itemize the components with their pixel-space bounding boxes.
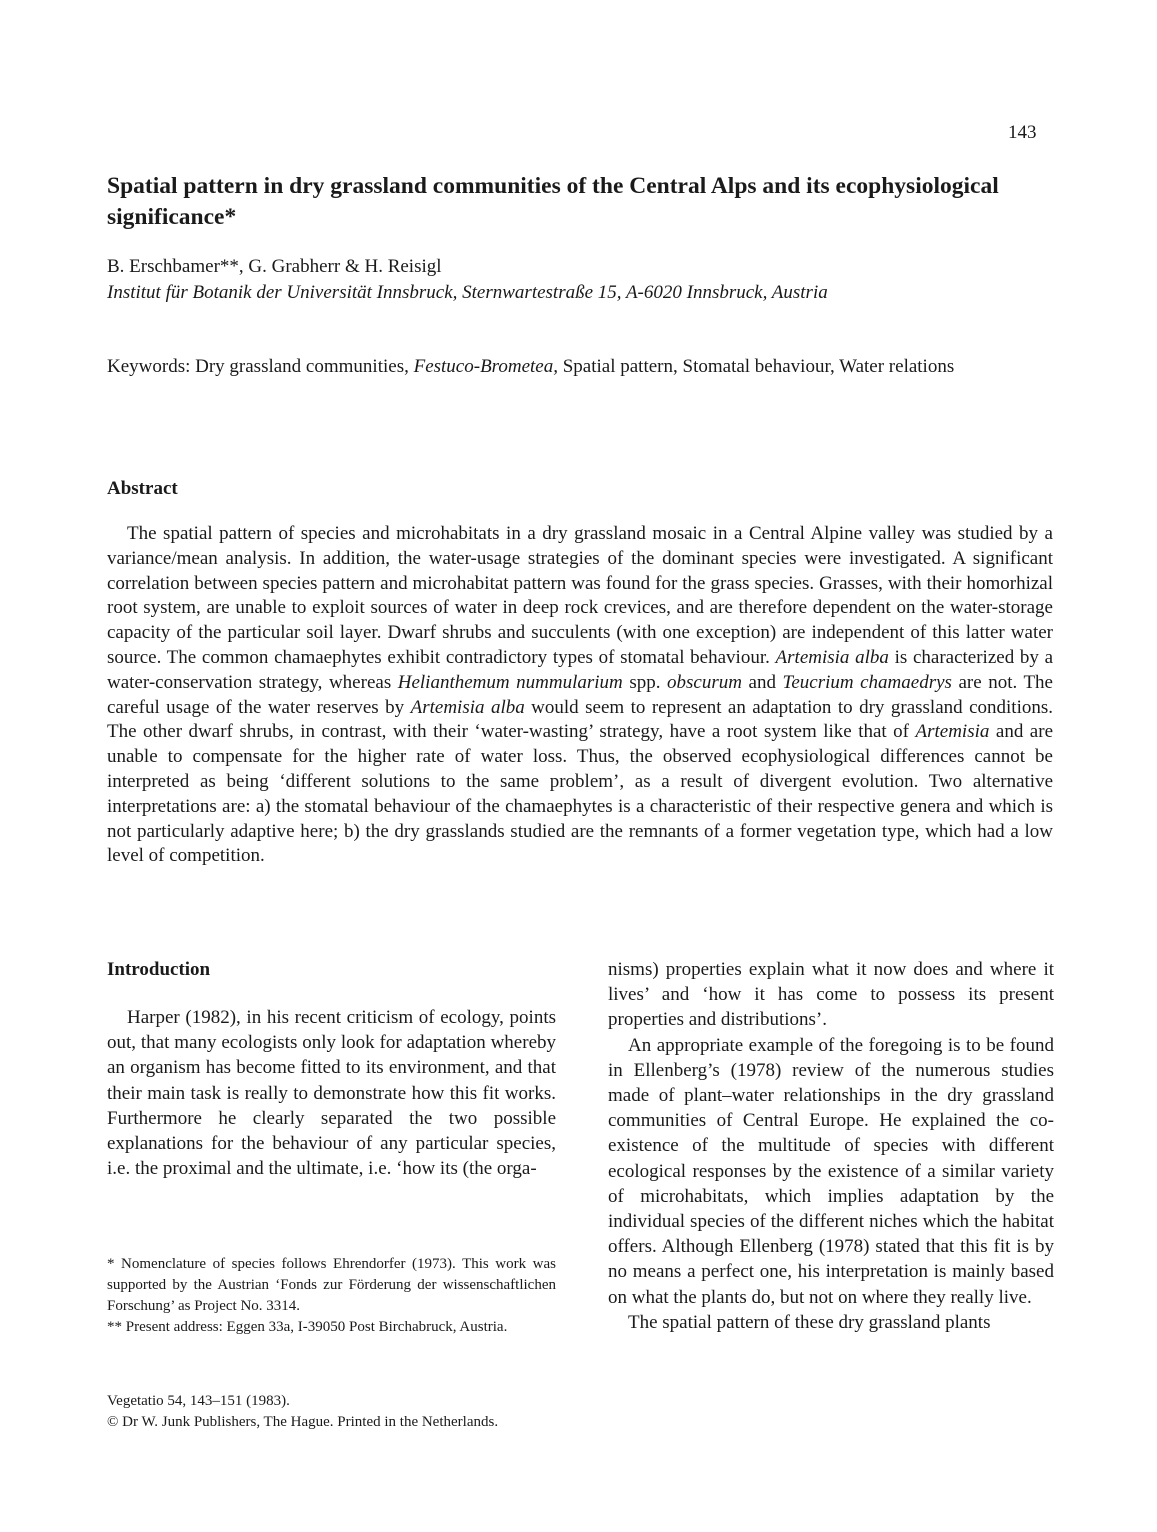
paper-title: Spatial pattern in dry grassland communities of the Central Alps and its ecophysiological significance*	[107, 173, 999, 230]
right-column	[608, 957, 1054, 1335]
intro-paragraph: The spatial pattern of these dry grassland plants	[628, 1311, 991, 1333]
species-name: Artemisia alba	[410, 696, 525, 718]
left-column	[107, 957, 556, 1181]
intro-paragraph: nisms) properties explain what it now does and where it lives’ and ‘how it has come to possess its present properties and distributions’.	[608, 959, 1054, 1031]
publisher-line: © Dr W. Junk Publishers, The Hague. Printed in the Netherlands.	[107, 1414, 499, 1430]
footnotes	[107, 1254, 556, 1338]
abstract-text: is characterized by a water-conservation strategy, whereas	[107, 646, 1053, 693]
footnote: * Nomenclature of species follows Ehrendorfer (1973). This work was supported by the Austrian ‘Fonds zur Förderung der wissenschaftlichen Forschung’ as Project No. 3314.	[107, 1256, 556, 1314]
affiliation: Institut für Botanik der Universität Innsbruck, Sternwartestraße 15, A-6020 Innsbruck, Austria	[107, 282, 828, 303]
intro-paragraph: An appropriate example of the foregoing is to be found in Ellenberg’s (1978) review of the numerous studies made of plant–water relationships in the dry grassland communities of Central Europe. He explained the co-existence of the multitude of species with different ecological responses by the existence of a similar variety of microhabitats, which implies adaptation by the individual species of the different niches which the habitat offers. Although Ellenberg (1978) stated that this fit is by no means a perfect one, his interpretation is mainly based on what the plants do, but not on where they really live.	[608, 1034, 1054, 1308]
abstract-text: and	[741, 671, 783, 693]
footnote: ** Present address: Eggen 33a, I-39050 Post Birchabruck, Austria.	[107, 1319, 508, 1335]
abstract-text: and are unable to compensate for the higher rate of water loss. Thus, the observed ecophysiological differences cannot be interpreted as being ‘different solutions to the same problem’, as a result of divergent evolution. Two alternative interpretations are: a) the stomatal behaviour of the chamaephytes is a characteristic of their respective genera and which is not particularly adaptive here; b) the dry grasslands studied are the remnants of a former vegetation type, which had a low level of competition.	[107, 721, 1053, 867]
abstract-text: are not. The careful usage of the water reserves by	[107, 671, 1053, 718]
abstract-text: would seem to represent an adaptation to dry grassland conditions. The other dwarf shrubs, in contrast, with their ‘water-wasting’ strategy, have a root system like that of	[107, 696, 1054, 743]
journal-citation: Vegetatio 54, 143–151 (1983).	[107, 1393, 290, 1409]
keywords	[107, 354, 1052, 380]
citation	[107, 1391, 498, 1433]
abstract-text: The spatial pattern of species and microhabitats in a dry grassland mosaic in a Central Alpine valley was studied by a variance/mean analysis. In addition, the water-usage strategies of the dominant species were investigated. A significant correlation between species pattern and microhabitat pattern was found for the grass species. Grasses, with their homorhizal root system, are unable to exploit sources of water in deep rock crevices, and are therefore dependent on the water-storage capacity of the particular soil layer. Dwarf shrubs and succulents (with one exception) are independent of this latter water source. The common chamaephytes exhibit contradictory types of stomatal behaviour.	[107, 523, 1053, 668]
intro-paragraph: Harper (1982), in his recent criticism of ecology, points out, that many ecologists only look for adaptation whereby an organism has become fitted to its environment, and that their main task is really to demonstrate how this fit works. Furthermore he clearly separated the two possible explanations for the behaviour of any particular species, i.e. the proximal and the ultimate, i.e. ‘how its (the orga-	[107, 1007, 556, 1180]
abstract-heading: Abstract	[107, 478, 178, 499]
species-name: obscurum	[667, 671, 742, 693]
keywords-label: Keywords: Dry grassland communities,	[107, 356, 414, 377]
species-name: Artemisia	[915, 721, 990, 743]
authors: B. Erschbamer**, G. Grabherr & H. Reisigl	[107, 256, 442, 277]
keywords-rest: Spatial pattern, Stomatal behaviour, Water relations	[557, 356, 955, 377]
abstract-body	[107, 522, 1053, 869]
keywords-italic: Festuco-Brometea,	[413, 356, 558, 377]
abstract-text: spp.	[622, 671, 668, 693]
species-name: Helianthemum nummularium	[397, 671, 623, 693]
species-name: Artemisia alba	[775, 646, 889, 668]
introduction-heading: Introduction	[107, 959, 211, 980]
species-name: Teucrium chamaedrys	[782, 671, 952, 693]
page-number: 143	[1008, 122, 1037, 143]
